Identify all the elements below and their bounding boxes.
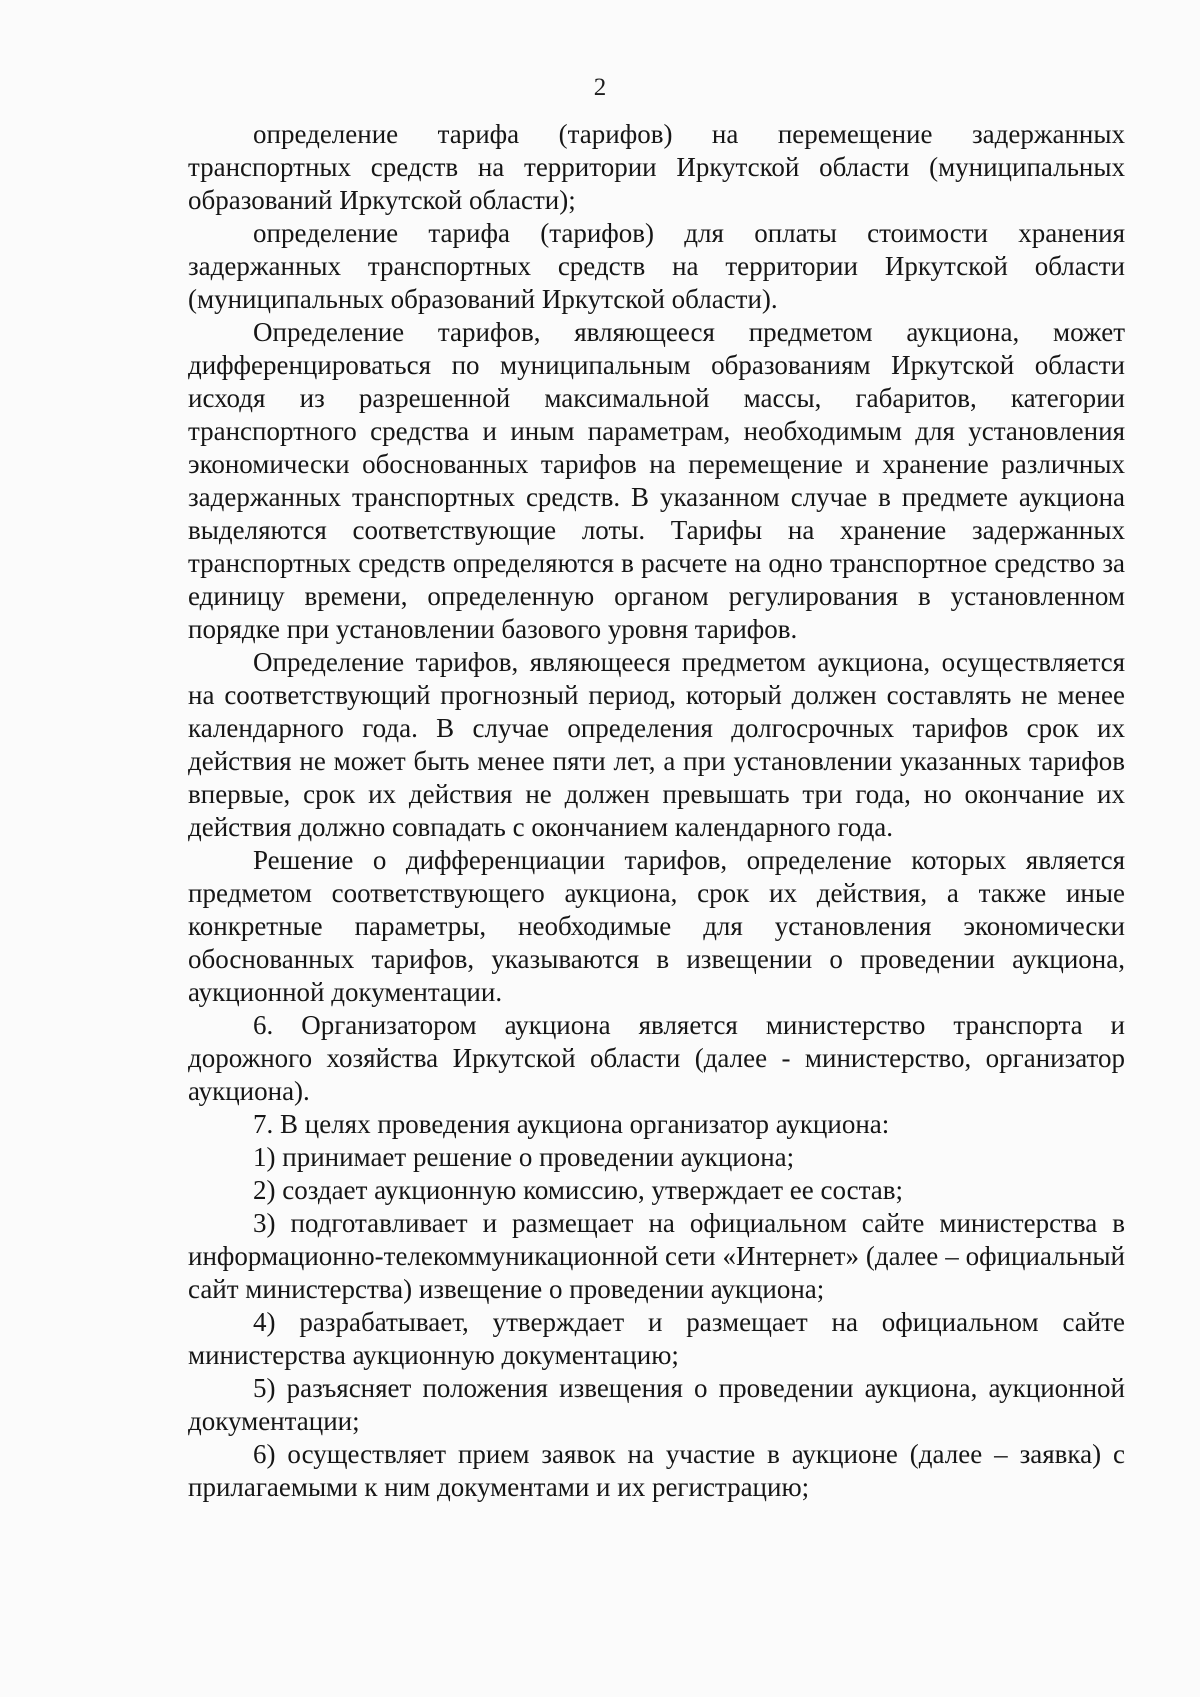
paragraph-tariff-differentiation: Определение тарифов, являющееся предметом аукциона, может дифференцироваться по муниципальным образованиям Иркутской области исходя из разрешенной максимальной массы, габаритов, категории транспортного средства и иным параметрам, необходимым для установления экономически обоснованных тарифов на перемещение и хранение различных задержанных транспортных средств. В указанном случае в предмете аукциона выделяются соответствующие лоты. Тарифы на хранение задержанных транспортных средств определяются в расчете на одно транспортное средство за единицу времени, определенную органом регулирования в установленном порядке при установлении базового уровня тарифов. <box>188 317 1125 644</box>
paragraph-differentiation-decision: Решение о дифференциации тарифов, определение которых является предметом соответствующего аукциона, срок их действия, а также иные конкретные параметры, необходимые для установления экономически обоснованных тарифов, указываются в извещении о проведении аукциона, аукционной документации. <box>188 845 1125 1007</box>
list-item-3: 3) подготавливает и размещает на официальном сайте министерства в информационно-телекоммуникационной сети «Интернет» (далее – официальный сайт министерства) извещение о проведении аукциона; <box>188 1208 1125 1304</box>
list-item-5: 5) разъясняет положения извещения о проведении аукциона, аукционной документации; <box>188 1373 1125 1436</box>
list-item-4: 4) разрабатывает, утверждает и размещает на официальном сайте министерства аукционную документацию; <box>188 1307 1125 1370</box>
paragraph-item-7-intro: 7. В целях проведения аукциона организатор аукциона: <box>253 1109 890 1139</box>
list-item-2: 2) создает аукционную комиссию, утверждает ее состав; <box>253 1175 903 1205</box>
page-number: 2 <box>593 74 607 101</box>
paragraph-item-6-organizer: 6. Организатором аукциона является министерство транспорта и дорожного хозяйства Иркутской области (далее - министерство, организатор аукциона). <box>188 1010 1125 1106</box>
paragraph-tariff-storage: определение тарифа (тарифов) для оплаты стоимости хранения задержанных транспортных средств на территории Иркутской области (муниципальных образований Иркутской области). <box>188 218 1125 314</box>
document-body <box>188 118 1125 1504</box>
paragraph-tariff-relocation: определение тарифа (тарифов) на перемещение задержанных транспортных средств на территории Иркутской области (муниципальных образований Иркутской области); <box>188 119 1125 215</box>
list-item-6: 6) осуществляет прием заявок на участие в аукционе (далее – заявка) с прилагаемыми к ним документами и их регистрацию; <box>188 1439 1125 1502</box>
list-item-1: 1) принимает решение о проведении аукциона; <box>253 1142 795 1172</box>
paragraph-tariff-period: Определение тарифов, являющееся предметом аукциона, осуществляется на соответствующий прогнозный период, который должен составлять не менее календарного года. В случае определения долгосрочных тарифов срок их действия не может быть менее пяти лет, а при установлении указанных тарифов впервые, срок их действия не должен превышать три года, но окончание их действия должно совпадать с окончанием календарного года. <box>188 647 1125 842</box>
